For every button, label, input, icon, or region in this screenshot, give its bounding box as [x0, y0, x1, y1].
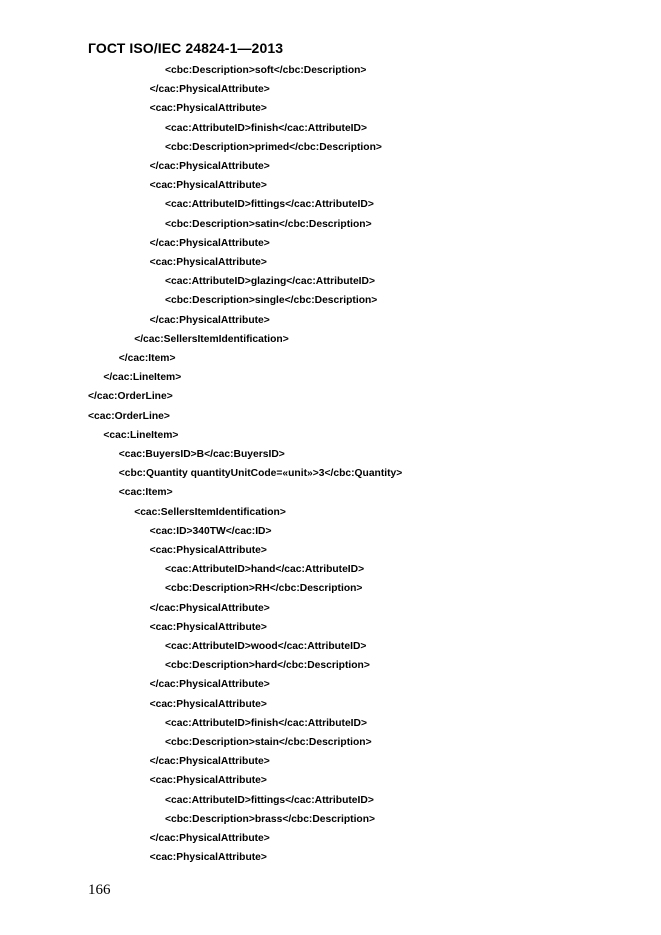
code-line: <cac:PhysicalAttribute>: [149, 257, 267, 268]
page-number: 166: [88, 882, 111, 898]
code-line: </cac:Item>: [118, 353, 176, 364]
code-line: <cac:AttributeID>fittings</cac:AttributeID>: [165, 199, 374, 211]
code-line: <cac:PhysicalAttribute>: [149, 621, 267, 633]
code-line: <cbc:Description>RH</cbc:Description>: [165, 583, 363, 595]
code-line: <cac:PhysicalAttribute>: [149, 775, 267, 787]
code-line: <cac:ID>340TW</cac:ID>: [149, 525, 272, 537]
code-line: <cac:AttributeID>wood</cac:AttributeID>: [165, 641, 367, 652]
code-line: <cac:PhysicalAttribute>: [149, 180, 267, 192]
code-line: <cac:PhysicalAttribute>: [149, 545, 267, 556]
code-line: <cbc:Description>soft</cbc:Description>: [165, 65, 367, 76]
code-line: <cac:OrderLine>: [88, 410, 170, 422]
code-line: </cac:LineItem>: [103, 372, 182, 384]
code-line: <cbc:Description>stain</cbc:Description>: [165, 737, 372, 748]
code-line: <cbc:Description>primed</cbc:Description>: [165, 141, 382, 153]
code-line: </cac:PhysicalAttribute>: [149, 679, 270, 691]
code-line: <cbc:Description>brass</cbc:Description>: [165, 813, 376, 825]
code-line: <cac:SellersItemIdentification>: [134, 506, 286, 518]
code-line: <cbc:Description>satin</cbc:Description>: [165, 218, 372, 230]
code-line: </cac:PhysicalAttribute>: [149, 833, 270, 844]
code-line: </cac:PhysicalAttribute>: [149, 602, 270, 614]
page-header-standard: ГОСТ ISO/IEC 24824-1—2013: [88, 40, 284, 56]
code-line: <cbc:Quantity quantityUnitCode=«unit»>3</cbc:Quantity>: [118, 468, 403, 480]
code-line: </cac:PhysicalAttribute>: [149, 237, 270, 249]
code-line: </cac:OrderLine>: [88, 391, 173, 403]
code-line: <cac:Item>: [118, 487, 173, 499]
code-line: </cac:SellersItemIdentification>: [134, 333, 289, 345]
code-line: <cac:AttributeID>glazing</cac:AttributeID>: [165, 276, 375, 288]
code-line: <cac:AttributeID>fittings</cac:AttributeID>: [165, 794, 374, 806]
code-line: <cac:BuyersID>B</cac:BuyersID>: [118, 449, 285, 460]
code-line: <cac:AttributeID>hand</cac:AttributeID>: [165, 564, 365, 576]
code-line: <cac:PhysicalAttribute>: [149, 852, 267, 864]
code-line: <cac:PhysicalAttribute>: [149, 698, 267, 710]
code-line: <cac:PhysicalAttribute>: [149, 103, 267, 115]
code-line: </cac:PhysicalAttribute>: [149, 84, 270, 96]
code-line: <cac:LineItem>: [103, 429, 179, 441]
code-line: </cac:PhysicalAttribute>: [149, 314, 270, 326]
code-line: </cac:PhysicalAttribute>: [149, 756, 270, 768]
code-line: <cac:AttributeID>finish</cac:AttributeID>: [165, 122, 367, 134]
code-line: <cbc:Description>single</cbc:Description>: [165, 295, 378, 307]
code-line: </cac:PhysicalAttribute>: [149, 161, 270, 172]
code-line: <cac:AttributeID>finish</cac:AttributeID>: [165, 717, 367, 729]
code-line: <cbc:Description>hard</cbc:Description>: [165, 660, 370, 672]
